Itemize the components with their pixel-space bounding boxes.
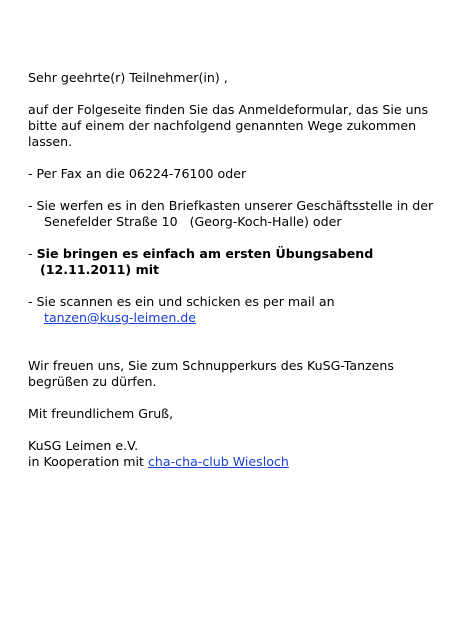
option-inperson-line-1 <box>28 246 428 262</box>
closing-line-2: begrüßen zu dürfen. <box>28 374 157 389</box>
cooperation-prefix: in Kooperation mit <box>28 454 148 469</box>
intro-line-3: lassen. <box>28 134 73 149</box>
intro-line-2: bitte auf einem der nachfolgend genannten Wege zukommen <box>28 118 417 133</box>
option-mailbox-line-1: - Sie werfen es in den Briefkasten unserer Geschäftsstelle in der <box>28 198 434 213</box>
salutation: Mit freundlichem Gruß, <box>28 406 174 421</box>
option-inperson-text: Sie bringen es einfach am ersten Übungsabend <box>36 246 374 261</box>
option-inperson-dash: - <box>28 246 37 261</box>
letter-body <box>28 70 434 470</box>
option-mailbox-line-2: Senefelder Straße 10 (Georg-Koch-Halle) oder <box>44 214 342 229</box>
option-email-line-1: - Sie scannen es ein und schicken es per mail an <box>28 294 335 309</box>
option-fax: - Per Fax an die 06224-76100 oder <box>28 166 247 181</box>
cooperation-link[interactable]: cha-cha-club Wiesloch <box>148 454 289 469</box>
option-inperson-line-2: (12.11.2011) mit <box>40 262 160 277</box>
intro-line-1: auf der Folgeseite finden Sie das Anmeldeformular, das Sie uns <box>28 102 429 117</box>
cooperation-line <box>28 454 428 470</box>
sender-name: KuSG Leimen e.V. <box>28 438 139 453</box>
closing-line-1: Wir freuen uns, Sie zum Schnupperkurs des KuSG-Tanzens <box>28 358 394 373</box>
email-link[interactable]: tanzen@kusg-leimen.de <box>44 310 197 325</box>
option-email-line-2 <box>28 310 428 326</box>
greeting: Sehr geehrte(r) Teilnehmer(in) , <box>28 70 228 85</box>
